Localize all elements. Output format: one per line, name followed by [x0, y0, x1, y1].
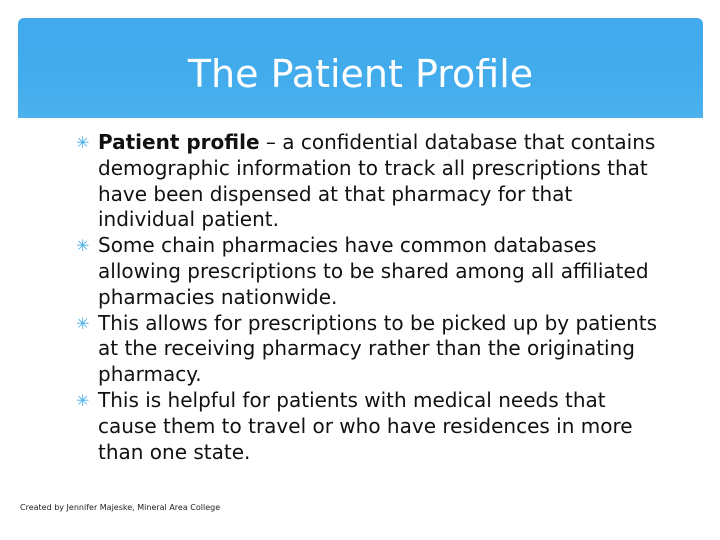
bullet-list [76, 130, 661, 465]
bullet-text: Some chain pharmacies have common databases allowing prescriptions to be shared among all affiliated pharmacies nationwide. [98, 233, 649, 309]
asterisk-icon: ✳ [76, 236, 90, 256]
asterisk-icon: ✳ [76, 390, 90, 410]
bullet-item [76, 388, 661, 465]
asterisk-icon: ✳ [76, 133, 90, 152]
bullet-item [76, 233, 661, 310]
bullet-item [76, 130, 661, 233]
footer-credit: Created by Jennifer Majeske, Mineral Area College [20, 503, 221, 512]
asterisk-icon: ✳ [76, 313, 90, 333]
bullet-text: This is helpful for patients with medical needs that cause them to travel or who have residences in more than one state. [98, 387, 633, 464]
patient-profile-term: Patient profile [98, 130, 260, 154]
slide-title: The Patient Profile [187, 52, 534, 96]
bullet-item [76, 311, 661, 388]
bullet-text: This allows for prescriptions to be picked up by patients at the receiving pharmacy rather than the originating pharmacy. [98, 310, 658, 387]
bullet-text [98, 130, 661, 233]
patient-profile-definition: – a confidential database that contains demographic information to track all prescriptions that have been dispensed at that pharmacy for that individual patient. [98, 130, 656, 232]
